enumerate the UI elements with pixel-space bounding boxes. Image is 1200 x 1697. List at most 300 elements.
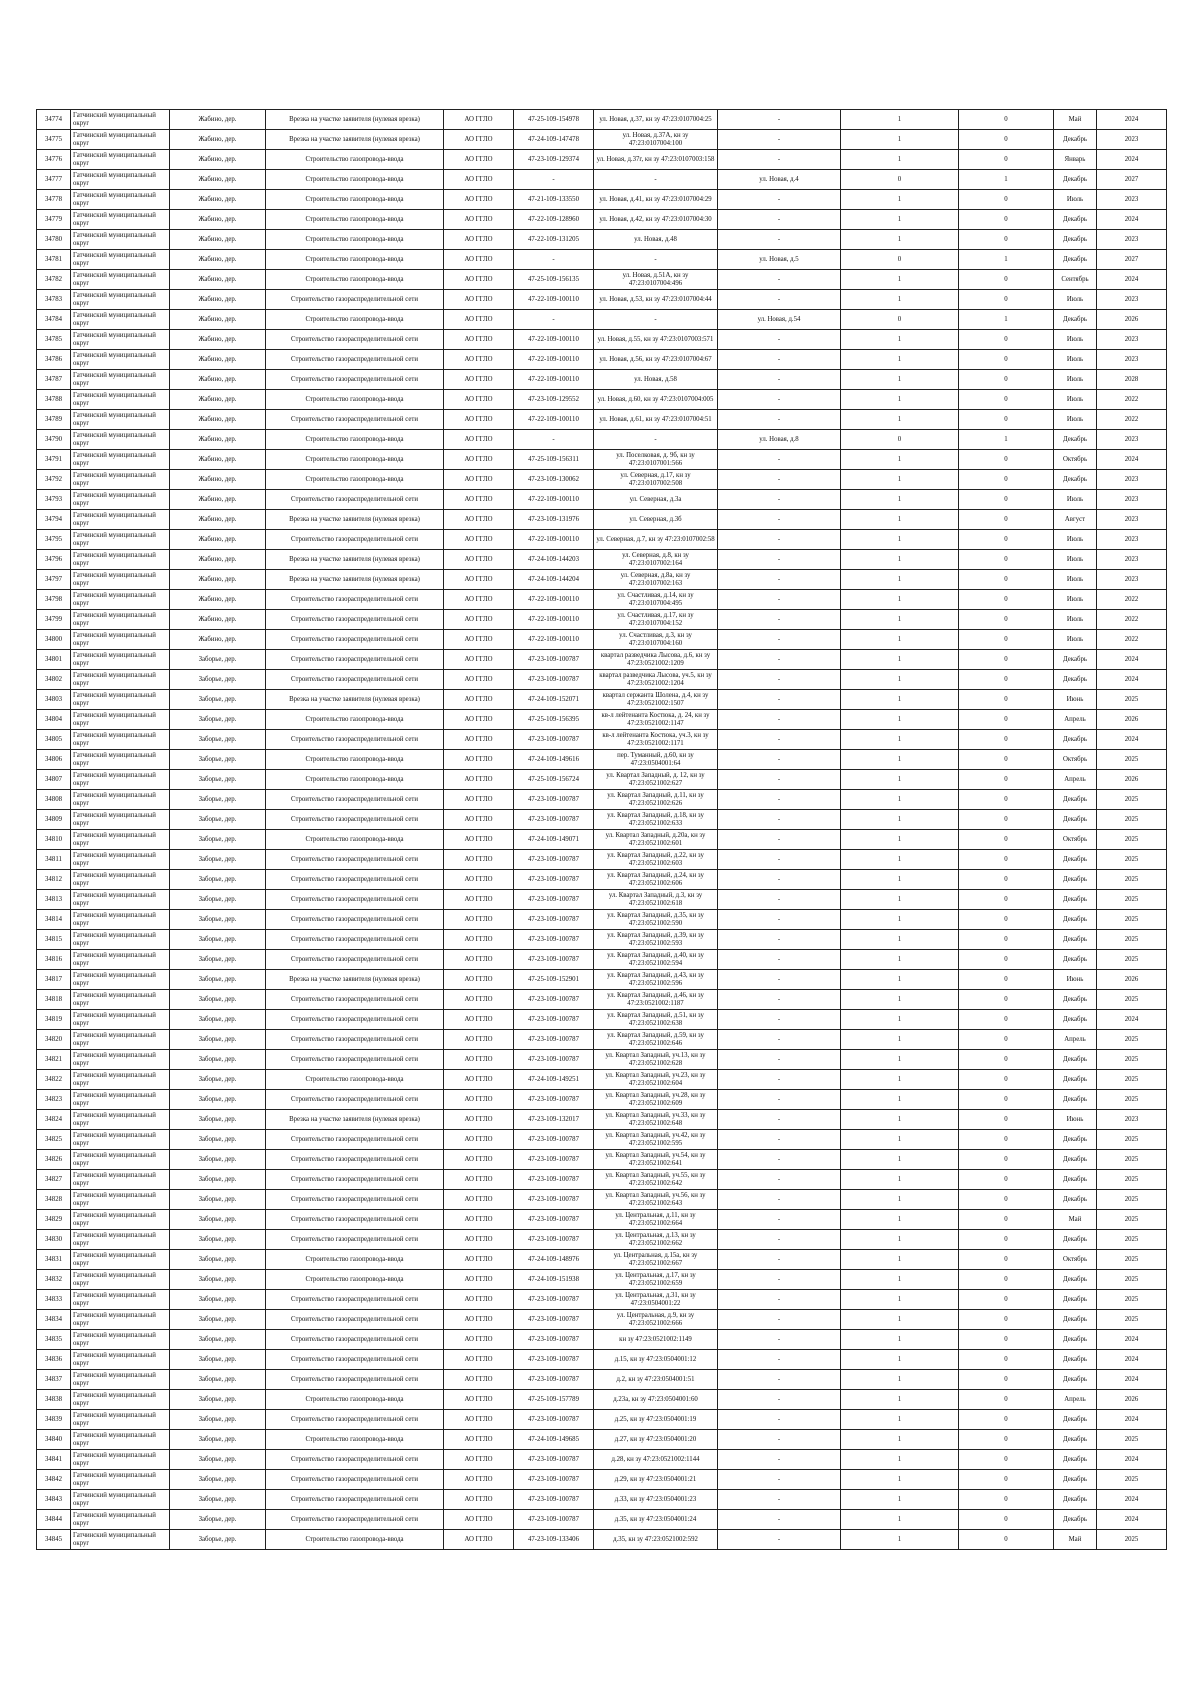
cell-organization: АО ГГЛО [444, 470, 514, 490]
cell-count-planned: 0 [959, 1150, 1054, 1170]
cell-organization: АО ГГЛО [444, 490, 514, 510]
cell-year: 2025 [1097, 890, 1167, 910]
cell-count-connected: 1 [841, 570, 959, 590]
cell-address: д.25, кн зу 47:23:0504001:19 [594, 1410, 718, 1430]
cell-count-connected: 1 [841, 550, 959, 570]
cell-count-planned: 0 [959, 450, 1054, 470]
cell-count-planned: 0 [959, 730, 1054, 750]
cell-application-number: 47-23-109-100787 [514, 1030, 594, 1050]
cell-count-planned: 0 [959, 1070, 1054, 1090]
table-row [37, 890, 1167, 910]
cell-district: Гатчинский муниципальный округ [71, 1230, 170, 1250]
cell-count-planned: 0 [959, 690, 1054, 710]
cell-locality: Заборье, дер. [170, 970, 266, 990]
table-row [37, 1470, 1167, 1490]
cell-district: Гатчинский муниципальный округ [71, 530, 170, 550]
cell-count-planned: 1 [959, 430, 1054, 450]
cell-year: 2025 [1097, 830, 1167, 850]
cell-month: Декабрь [1054, 250, 1097, 270]
cell-object-address: - [718, 670, 841, 690]
cell-count-planned: 0 [959, 550, 1054, 570]
cell-year: 2023 [1097, 470, 1167, 490]
cell-locality: Жабино, дер. [170, 210, 266, 230]
cell-count-connected: 1 [841, 290, 959, 310]
cell-count-planned: 0 [959, 830, 1054, 850]
cell-count-connected: 1 [841, 910, 959, 930]
cell-work-type: Строительство газораспределительной сети [266, 370, 444, 390]
table-row [37, 510, 1167, 530]
cell-locality: Жабино, дер. [170, 410, 266, 430]
cell-organization: АО ГГЛО [444, 1110, 514, 1130]
cell-count-planned: 0 [959, 1130, 1054, 1150]
cell-work-type: Строительство газораспределительной сети [266, 1090, 444, 1110]
cell-count-planned: 1 [959, 170, 1054, 190]
cell-work-type: Строительство газораспределительной сети [266, 350, 444, 370]
cell-month: Сентябрь [1054, 270, 1097, 290]
cell-organization: АО ГГЛО [444, 1250, 514, 1270]
table-row [37, 1250, 1167, 1270]
cell-locality: Заборье, дер. [170, 1150, 266, 1170]
cell-year: 2025 [1097, 1150, 1167, 1170]
cell-application-number: 47-23-109-100787 [514, 810, 594, 830]
cell-month: Июль [1054, 530, 1097, 550]
cell-district: Гатчинский муниципальный округ [71, 330, 170, 350]
cell-count-connected: 1 [841, 1470, 959, 1490]
cell-object-address: - [718, 530, 841, 550]
cell-row-number: 34823 [37, 1090, 71, 1110]
cell-organization: АО ГГЛО [444, 1390, 514, 1410]
cell-organization: АО ГГЛО [444, 770, 514, 790]
cell-work-type: Строительство газопровода-ввода [266, 230, 444, 250]
cell-month: Май [1054, 1210, 1097, 1230]
cell-address: квартал разведчика Лысова, д.6, кн зу 47:23:0521002:1209 [594, 650, 718, 670]
cell-count-planned: 0 [959, 1430, 1054, 1450]
cell-row-number: 34780 [37, 230, 71, 250]
cell-application-number: 47-24-109-149685 [514, 1430, 594, 1450]
cell-row-number: 34837 [37, 1370, 71, 1390]
cell-month: Декабрь [1054, 670, 1097, 690]
cell-work-type: Строительство газопровода-ввода [266, 1070, 444, 1090]
cell-work-type: Строительство газопровода-ввода [266, 430, 444, 450]
cell-month: Декабрь [1054, 1090, 1097, 1110]
cell-locality: Заборье, дер. [170, 1490, 266, 1510]
cell-year: 2024 [1097, 1410, 1167, 1430]
cell-district: Гатчинский муниципальный округ [71, 110, 170, 130]
cell-work-type: Строительство газопровода-ввода [266, 190, 444, 210]
table-row [37, 1430, 1167, 1450]
cell-organization: АО ГГЛО [444, 1050, 514, 1070]
table-row [37, 1330, 1167, 1350]
cell-work-type: Строительство газораспределительной сети [266, 950, 444, 970]
table-row [37, 750, 1167, 770]
cell-district: Гатчинский муниципальный округ [71, 930, 170, 950]
table-row [37, 1290, 1167, 1310]
cell-row-number: 34790 [37, 430, 71, 450]
cell-object-address: - [718, 1330, 841, 1350]
cell-object-address: - [718, 210, 841, 230]
cell-work-type: Строительство газораспределительной сети [266, 1290, 444, 1310]
cell-locality: Заборье, дер. [170, 1250, 266, 1270]
cell-count-connected: 1 [841, 710, 959, 730]
cell-locality: Жабино, дер. [170, 370, 266, 390]
cell-application-number: 47-22-109-128960 [514, 210, 594, 230]
cell-object-address: - [718, 850, 841, 870]
table-row [37, 630, 1167, 650]
cell-address: ул. Новая, д.37, кн зу 47:23:0107004:25 [594, 110, 718, 130]
table-row [37, 1210, 1167, 1230]
cell-organization: АО ГГЛО [444, 250, 514, 270]
cell-month: Декабрь [1054, 950, 1097, 970]
cell-count-connected: 1 [841, 1310, 959, 1330]
table-row [37, 610, 1167, 630]
cell-locality: Заборье, дер. [170, 1230, 266, 1250]
table-row [37, 550, 1167, 570]
cell-year: 2026 [1097, 1390, 1167, 1410]
cell-row-number: 34774 [37, 110, 71, 130]
cell-district: Гатчинский муниципальный округ [71, 1050, 170, 1070]
cell-locality: Заборье, дер. [170, 1170, 266, 1190]
cell-year: 2022 [1097, 590, 1167, 610]
cell-object-address: - [718, 350, 841, 370]
cell-district: Гатчинский муниципальный округ [71, 870, 170, 890]
cell-organization: АО ГГЛО [444, 1170, 514, 1190]
cell-work-type: Строительство газораспределительной сети [266, 1210, 444, 1230]
cell-work-type: Строительство газопровода-ввода [266, 1390, 444, 1410]
cell-address: - [594, 310, 718, 330]
cell-count-planned: 0 [959, 1050, 1054, 1070]
cell-row-number: 34828 [37, 1190, 71, 1210]
cell-object-address: - [718, 1010, 841, 1030]
cell-month: Декабрь [1054, 870, 1097, 890]
cell-row-number: 34786 [37, 350, 71, 370]
cell-locality: Жабино, дер. [170, 630, 266, 650]
cell-row-number: 34777 [37, 170, 71, 190]
cell-count-planned: 0 [959, 1510, 1054, 1530]
cell-count-connected: 0 [841, 430, 959, 450]
cell-count-planned: 0 [959, 1010, 1054, 1030]
cell-district: Гатчинский муниципальный округ [71, 430, 170, 450]
cell-work-type: Строительство газораспределительной сети [266, 1130, 444, 1150]
cell-district: Гатчинский муниципальный округ [71, 250, 170, 270]
cell-object-address: - [718, 330, 841, 350]
cell-count-planned: 0 [959, 990, 1054, 1010]
cell-count-planned: 0 [959, 290, 1054, 310]
table-row [37, 150, 1167, 170]
cell-month: Декабрь [1054, 1370, 1097, 1390]
cell-month: Декабрь [1054, 1410, 1097, 1430]
cell-work-type: Строительство газопровода-ввода [266, 270, 444, 290]
cell-address: ул. Квартал Западный, д. 12, кн зу 47:23:0521002:627 [594, 770, 718, 790]
cell-locality: Заборье, дер. [170, 650, 266, 670]
cell-month: Декабрь [1054, 890, 1097, 910]
cell-organization: АО ГГЛО [444, 550, 514, 570]
cell-count-planned: 0 [959, 650, 1054, 670]
table-row [37, 110, 1167, 130]
cell-month: Июль [1054, 350, 1097, 370]
cell-address: ул. Квартал Западный, д.3, кн зу 47:23:0521002:618 [594, 890, 718, 910]
cell-locality: Жабино, дер. [170, 230, 266, 250]
cell-year: 2025 [1097, 930, 1167, 950]
cell-year: 2026 [1097, 710, 1167, 730]
cell-month: Июнь [1054, 690, 1097, 710]
cell-district: Гатчинский муниципальный округ [71, 1070, 170, 1090]
cell-district: Гатчинский муниципальный округ [71, 570, 170, 590]
cell-count-planned: 0 [959, 1170, 1054, 1190]
cell-month: Июнь [1054, 1110, 1097, 1130]
cell-district: Гатчинский муниципальный округ [71, 290, 170, 310]
cell-organization: АО ГГЛО [444, 790, 514, 810]
cell-object-address: - [718, 630, 841, 650]
cell-object-address: - [718, 570, 841, 590]
cell-month: Август [1054, 510, 1097, 530]
cell-month: Апрель [1054, 1030, 1097, 1050]
cell-organization: АО ГГЛО [444, 330, 514, 350]
cell-application-number: 47-25-109-156395 [514, 710, 594, 730]
cell-work-type: Строительство газораспределительной сети [266, 790, 444, 810]
cell-count-planned: 0 [959, 710, 1054, 730]
cell-application-number: 47-25-109-156135 [514, 270, 594, 290]
cell-application-number: 47-23-109-129374 [514, 150, 594, 170]
cell-application-number: 47-23-109-100787 [514, 1330, 594, 1350]
cell-application-number: 47-21-109-133550 [514, 190, 594, 210]
cell-application-number: 47-23-109-100787 [514, 1230, 594, 1250]
cell-application-number: 47-24-109-147478 [514, 130, 594, 150]
table-row [37, 210, 1167, 230]
cell-application-number: 47-25-109-152901 [514, 970, 594, 990]
cell-year: 2024 [1097, 1490, 1167, 1510]
cell-application-number: 47-23-109-130062 [514, 470, 594, 490]
cell-row-number: 34841 [37, 1450, 71, 1470]
cell-address: ул. Северная, д.17, кн зу 47:23:0107002:508 [594, 470, 718, 490]
cell-district: Гатчинский муниципальный округ [71, 890, 170, 910]
cell-month: Декабрь [1054, 470, 1097, 490]
cell-year: 2025 [1097, 1190, 1167, 1210]
cell-address: ул. Новая, д.42, кн зу 47:23:0107004:30 [594, 210, 718, 230]
cell-month: Декабрь [1054, 1330, 1097, 1350]
table-row [37, 830, 1167, 850]
cell-locality: Жабино, дер. [170, 570, 266, 590]
table-row [37, 730, 1167, 750]
cell-work-type: Строительство газопровода-ввода [266, 750, 444, 770]
cell-application-number: 47-23-109-100787 [514, 1050, 594, 1070]
cell-organization: АО ГГЛО [444, 590, 514, 610]
cell-count-planned: 0 [959, 1210, 1054, 1230]
cell-row-number: 34842 [37, 1470, 71, 1490]
cell-address: ул. Квартал Западный, д.43, кн зу 47:23:0521002:596 [594, 970, 718, 990]
cell-address: ул. Счастливая, д.17, кн зу 47:23:0107004:152 [594, 610, 718, 630]
cell-object-address: - [718, 650, 841, 670]
cell-row-number: 34814 [37, 910, 71, 930]
table-row [37, 170, 1167, 190]
cell-work-type: Строительство газораспределительной сети [266, 910, 444, 930]
cell-organization: АО ГГЛО [444, 1330, 514, 1350]
cell-count-connected: 1 [841, 390, 959, 410]
cell-count-connected: 1 [841, 1510, 959, 1530]
cell-address: - [594, 250, 718, 270]
table-row [37, 570, 1167, 590]
cell-count-connected: 1 [841, 670, 959, 690]
cell-application-number: 47-23-109-100787 [514, 1130, 594, 1150]
cell-district: Гатчинский муниципальный округ [71, 270, 170, 290]
cell-count-planned: 0 [959, 610, 1054, 630]
cell-month: Декабрь [1054, 1290, 1097, 1310]
cell-locality: Заборье, дер. [170, 1530, 266, 1550]
cell-year: 2027 [1097, 170, 1167, 190]
cell-application-number: 47-25-109-154978 [514, 110, 594, 130]
cell-year: 2025 [1097, 1430, 1167, 1450]
cell-year: 2022 [1097, 390, 1167, 410]
cell-district: Гатчинский муниципальный округ [71, 1130, 170, 1150]
cell-object-address: - [718, 1430, 841, 1450]
cell-count-connected: 1 [841, 490, 959, 510]
cell-row-number: 34820 [37, 1030, 71, 1050]
cell-year: 2024 [1097, 1010, 1167, 1030]
cell-row-number: 34803 [37, 690, 71, 710]
cell-district: Гатчинский муниципальный округ [71, 730, 170, 750]
cell-year: 2022 [1097, 610, 1167, 630]
cell-year: 2022 [1097, 630, 1167, 650]
cell-address: ул. Квартал Западный, д.22, кн зу 47:23:0521002:603 [594, 850, 718, 870]
cell-work-type: Строительство газопровода-ввода [266, 770, 444, 790]
cell-count-planned: 0 [959, 1230, 1054, 1250]
cell-organization: АО ГГЛО [444, 1530, 514, 1550]
cell-locality: Заборье, дер. [170, 1350, 266, 1370]
table-row [37, 370, 1167, 390]
cell-application-number: 47-25-109-156311 [514, 450, 594, 470]
cell-district: Гатчинский муниципальный округ [71, 990, 170, 1010]
cell-locality: Жабино, дер. [170, 430, 266, 450]
cell-district: Гатчинский муниципальный округ [71, 710, 170, 730]
cell-count-planned: 0 [959, 850, 1054, 870]
cell-work-type: Строительство газопровода-ввода [266, 310, 444, 330]
cell-count-planned: 0 [959, 970, 1054, 990]
cell-address: ул. Новая, д.37А, кн зу 47:23:0107004:100 [594, 130, 718, 150]
cell-district: Гатчинский муниципальный округ [71, 1530, 170, 1550]
cell-address: ул. Квартал Западный, уч.28, кн зу 47:23:0521002:609 [594, 1090, 718, 1110]
cell-address: ул. Квартал Западный, д.40, кн зу 47:23:0521002:594 [594, 950, 718, 970]
cell-count-connected: 1 [841, 110, 959, 130]
table-row [37, 1410, 1167, 1430]
cell-work-type: Строительство газопровода-ввода [266, 170, 444, 190]
cell-object-address: - [718, 930, 841, 950]
cell-application-number: 47-23-109-100787 [514, 1410, 594, 1430]
cell-address: ул. Северная, д.8, кн зу 47:23:0107002:164 [594, 550, 718, 570]
cell-application-number: 47-23-109-100787 [514, 1290, 594, 1310]
cell-object-address: - [718, 130, 841, 150]
cell-month: Июль [1054, 190, 1097, 210]
cell-row-number: 34796 [37, 550, 71, 570]
cell-object-address: - [718, 1090, 841, 1110]
cell-locality: Жабино, дер. [170, 290, 266, 310]
cell-row-number: 34791 [37, 450, 71, 470]
cell-month: Июль [1054, 630, 1097, 650]
cell-organization: АО ГГЛО [444, 710, 514, 730]
cell-year: 2025 [1097, 810, 1167, 830]
cell-row-number: 34819 [37, 1010, 71, 1030]
table-row [37, 1310, 1167, 1330]
cell-object-address: - [718, 1070, 841, 1090]
cell-work-type: Строительство газораспределительной сети [266, 930, 444, 950]
table-row [37, 330, 1167, 350]
cell-object-address: - [718, 770, 841, 790]
table-row [37, 490, 1167, 510]
cell-application-number: 47-22-109-100110 [514, 350, 594, 370]
cell-month: Декабрь [1054, 1130, 1097, 1150]
table-row [37, 1110, 1167, 1130]
cell-work-type: Строительство газораспределительной сети [266, 650, 444, 670]
cell-object-address: - [718, 710, 841, 730]
cell-count-planned: 0 [959, 330, 1054, 350]
cell-application-number: 47-23-109-100787 [514, 1470, 594, 1490]
cell-work-type: Строительство газопровода-ввода [266, 710, 444, 730]
cell-row-number: 34785 [37, 330, 71, 350]
table-row [37, 810, 1167, 830]
cell-row-number: 34844 [37, 1510, 71, 1530]
cell-row-number: 34783 [37, 290, 71, 310]
cell-month: Июль [1054, 490, 1097, 510]
cell-address: д.35, кн зу 47:23:0521002:592 [594, 1530, 718, 1550]
cell-district: Гатчинский муниципальный округ [71, 690, 170, 710]
cell-locality: Заборье, дер. [170, 1270, 266, 1290]
cell-year: 2024 [1097, 1350, 1167, 1370]
cell-application-number: 47-24-109-149251 [514, 1070, 594, 1090]
cell-count-connected: 0 [841, 250, 959, 270]
cell-object-address: - [718, 750, 841, 770]
cell-work-type: Строительство газораспределительной сети [266, 1170, 444, 1190]
cell-count-connected: 1 [841, 890, 959, 910]
cell-locality: Заборье, дер. [170, 1290, 266, 1310]
cell-month: Октябрь [1054, 830, 1097, 850]
cell-row-number: 34812 [37, 870, 71, 890]
cell-count-planned: 0 [959, 510, 1054, 530]
cell-work-type: Строительство газопровода-ввода [266, 250, 444, 270]
cell-count-planned: 0 [959, 1530, 1054, 1550]
cell-row-number: 34802 [37, 670, 71, 690]
cell-district: Гатчинский муниципальный округ [71, 310, 170, 330]
cell-count-connected: 1 [841, 1070, 959, 1090]
cell-district: Гатчинский муниципальный округ [71, 1110, 170, 1130]
cell-district: Гатчинский муниципальный округ [71, 1430, 170, 1450]
cell-object-address: - [718, 1250, 841, 1270]
cell-work-type: Строительство газораспределительной сети [266, 530, 444, 550]
cell-address: ул. Новая, д.58 [594, 370, 718, 390]
cell-locality: Заборье, дер. [170, 950, 266, 970]
cell-work-type: Строительство газораспределительной сети [266, 990, 444, 1010]
cell-locality: Заборье, дер. [170, 750, 266, 770]
cell-locality: Жабино, дер. [170, 490, 266, 510]
cell-work-type: Строительство газораспределительной сети [266, 1150, 444, 1170]
table-row [37, 310, 1167, 330]
cell-count-planned: 0 [959, 270, 1054, 290]
cell-count-connected: 1 [841, 690, 959, 710]
cell-row-number: 34792 [37, 470, 71, 490]
cell-year: 2024 [1097, 650, 1167, 670]
cell-locality: Заборье, дер. [170, 1070, 266, 1090]
cell-organization: АО ГГЛО [444, 1090, 514, 1110]
cell-row-number: 34821 [37, 1050, 71, 1070]
cell-work-type: Строительство газораспределительной сети [266, 1510, 444, 1530]
cell-organization: АО ГГЛО [444, 230, 514, 250]
cell-organization: АО ГГЛО [444, 1490, 514, 1510]
cell-application-number: 47-24-109-148976 [514, 1250, 594, 1270]
cell-count-connected: 1 [841, 1290, 959, 1310]
cell-locality: Заборье, дер. [170, 1110, 266, 1130]
cell-month: Июль [1054, 290, 1097, 310]
cell-row-number: 34825 [37, 1130, 71, 1150]
cell-object-address: - [718, 1270, 841, 1290]
cell-work-type: Строительство газораспределительной сети [266, 590, 444, 610]
cell-count-connected: 1 [841, 470, 959, 490]
